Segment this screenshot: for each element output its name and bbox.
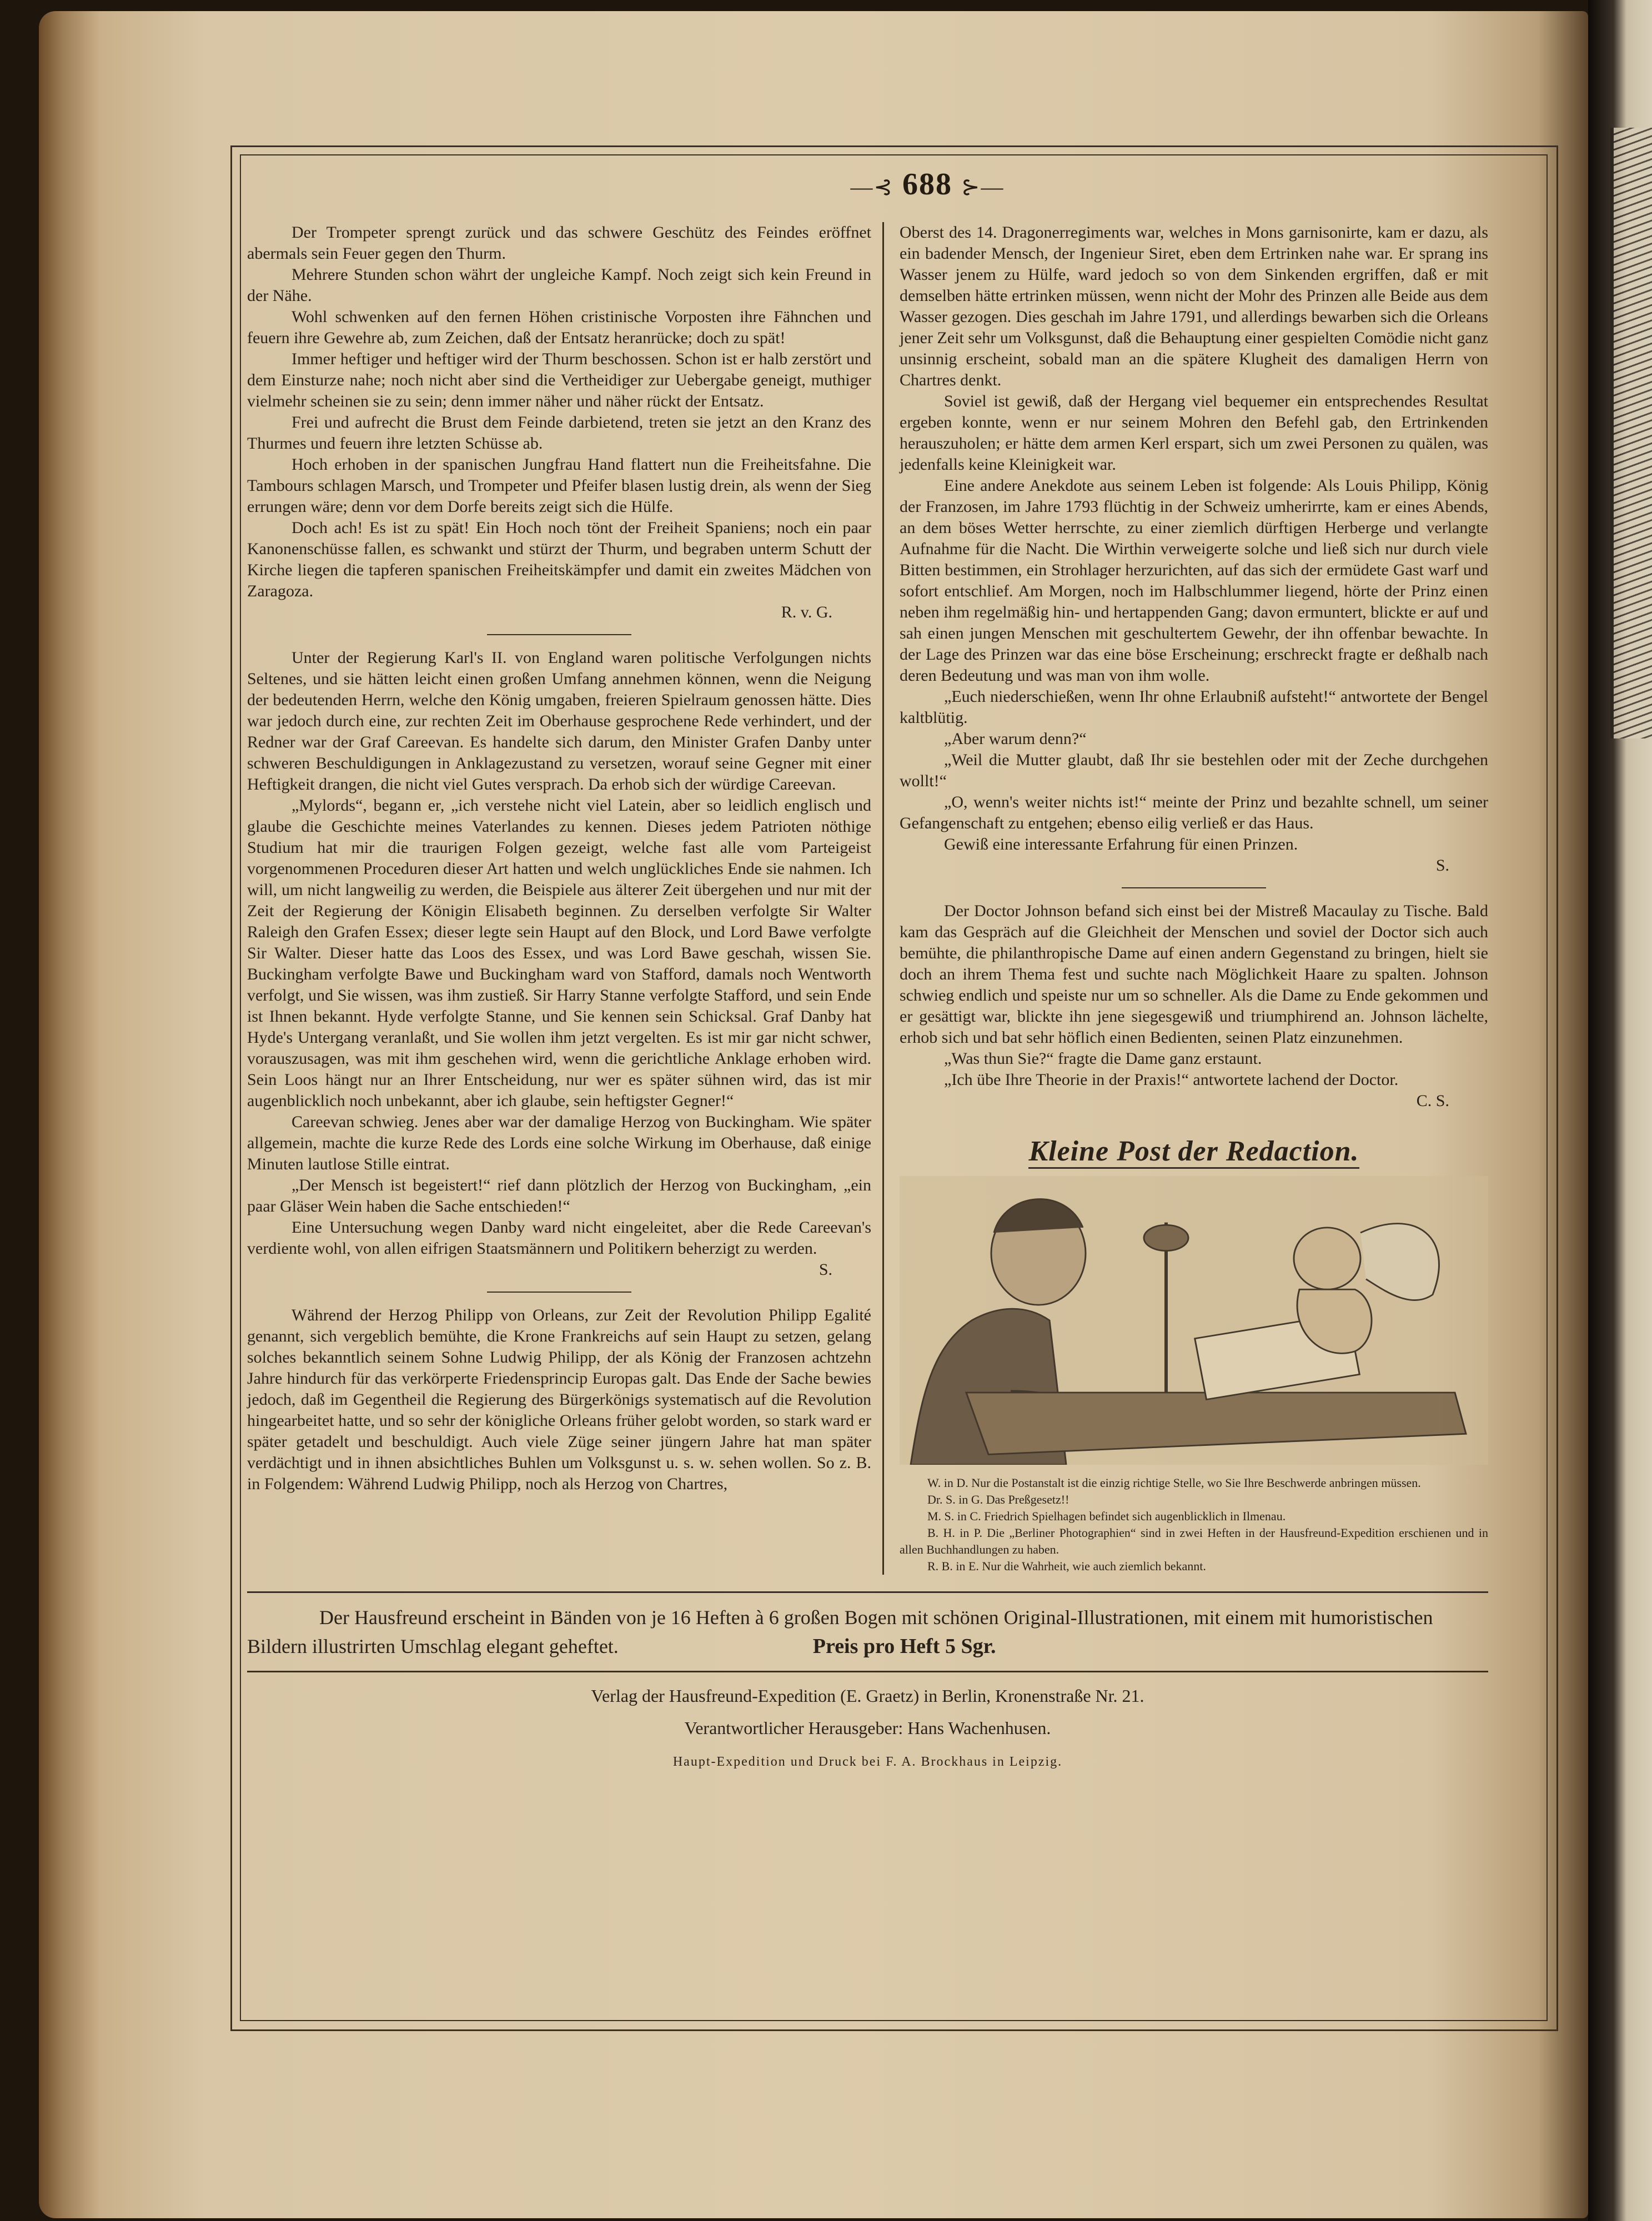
page-content [247,222,1488,1771]
subscription-notice [247,1603,1488,1661]
paragraph: Immer heftiger und heftiger wird der Thurm beschossen. Schon ist er halb zerstört und dem Einsturze nahe; noch nicht aber sind die Vertheidiger zur Uebergabe geneigt, muthiger vielmehr scheinen sie zu sein; denn immer näher und näher rückt der Entsatz. [247,350,871,410]
section-heading [900,1134,1488,1169]
kleine-post-title: Kleine Post der Redaction. [1028,1135,1359,1169]
page-number: 688 [902,167,952,202]
editor-line: Verantwortlicher Herausgeber: Hans Wachenhusen. [684,1718,1051,1738]
footer-rule-bottom [247,1671,1488,1672]
paragraph: „Euch niederschießen, wenn Ihr ohne Erlaubniß aufsteht!“ antwortete der Bengel kaltblütig. [900,687,1488,727]
paragraph: Soviel ist gewiß, daß der Hergang viel bequemer ein entsprechendes Resultat ergeben konnte, wenn er nur seinem Mohren den Befehl gab, den Ertrinkenden herauszuholen; er hätte dem armen Kerl erspart, sich um zwei Personen zu quälen, was jedenfalls keine Kleinigkeit war. [900,392,1488,474]
paragraph: Mehrere Stunden schon währt der ungleiche Kampf. Noch zeigt sich kein Freund in der Nähe. [247,265,871,305]
price-text: Preis pro Heft 5 Sgr. [812,1635,996,1658]
paragraph: „Weil die Mutter glaubt, daß Ihr sie bestehlen oder mit der Zeche durchgehen wollt!“ [900,751,1488,790]
page-number-header [761,167,1094,202]
paragraph: Der Trompeter sprengt zurück und das schwere Geschütz des Feindes eröffnet abermals sein Feuer gegen den Thurm. [247,223,871,263]
article-orleans [247,1305,871,1495]
article-johnson [900,901,1488,1112]
paragraph: „O, wenn's weiter nichts ist!“ meinte der Prinz und bezahlte schnell, um seiner Gefangenschaft zu entgehen; ebenso eilig verließ er das Haus. [900,793,1488,832]
paragraph: Doch ach! Es ist zu spät! Ein Hoch noch tönt der Freiheit Spaniens; noch ein paar Kanonenschüsse fallen, es schwankt und stürzt der Thurm, und begraben unterm Schutt der Kirche liegen die tapferen spanischen Freiheitskämpfer und damit ein zweites Mädchen von Zaragoza. [247,519,871,600]
footer-rule-top [247,1591,1488,1593]
cherub-head [1294,1228,1360,1289]
article-zaragoza [247,222,871,623]
reader-replies [900,1475,1488,1575]
author-signature: S. [819,1260,832,1279]
left-column [247,222,882,1495]
article-careevan [247,647,871,1280]
ornament-left-icon: —⊰ [850,174,893,199]
paragraph: „Mylords“, begann er, „ich verstehe nicht viel Latein, aber so leidlich englisch und glaube die Geschichte meines Vaterlandes zu kennen. Dieses jedem Patrioten nöthige Studium hat mir die traurigen Folgen gezeigt, welche fast alle vom Parteigeist vorgenommenen Proceduren dieser Art hatten und welch unglückliches Ende sie nahmen. Ich will, um nicht langweilig zu werden, die Beispiele aus älterer Zeit übergehen und nur mit der Zeit der Regierung der Königin Elisabeth beginnen. Zu derselben verfolgte Sir Walter Raleigh den Grafen Essex; dieser legte sein Haupt auf den Block, und Lord Bawe verfolgte Sir Walter. Dieser hatte das Loos des Essex, und was Lord Bawe geschah, wissen Sie. Buckingham verfolgte Bawe und Buckingham ward von Stafford, damals noch Wentworth verfolgt, und Sie wissen, was ihm zustieß. Sir Harry Stanne verfolgte Stafford, und sein Ende ist Ihnen bekannt. Hyde verfolgte Stanne, und Sie kennen sein Schicksal. Graf Danby hat Hyde's Untergang veranlaßt, und Sie wollen ihm jetzt vergelten. Es ist mir gar nicht schwer, vorauszusagen, was mit ihm geschehen wird, wenn die gerichtliche Anklage erhoben wird. Sein Loos hängt nur an Ihrer Entscheidung, nur wer es später sühnen wird, das ist mir augenblicklich noch unbekannt, aber ich glaube, sein heftigster Gegner!“ [247,796,871,1110]
lamp-icon [1144,1225,1188,1250]
reply-item: Dr. S. in G. Das Preßgesetz!! [927,1493,1069,1506]
paragraph: Eine andere Anekdote aus seinem Leben ist folgende: Als Louis Philipp, König der Franzosen, im Jahre 1793 flüchtig in der Schweiz umherirrte, kam er eines Abends, an dem böses Wetter herrschte, zu einer ziemlich dürftigen Herberge und verlangte Aufnahme für die Nacht. Die Wirthin verweigerte solche und ließ sich nur durch viele Bitten bestimmen, ein Strohlager herzurichten, auf das sich der ermüdete Gast warf und sofort entschlief. Am Morgen, noch im Halbschlummer liegend, hörte der Prinz einen neben ihm regelmäßig hin- und hertappenden Gang; davon ermuntert, blickte er auf und sah einen jungen Menschen mit geschultertem Gewehr, der ihn offenbar bewachte. In der Lage des Prinzen war das eine böse Erscheinung; erschreckt fragte er deßhalb nach deren Bedeutung und was man von ihm wolle. [900,476,1488,685]
subscription-text: Der Hausfreund erscheint in Bänden von je 16 Heften à 6 großen Bogen mit schönen Original-Illustrationen, mit einem mit humoristischen Bildern illustrirten Umschlag elegant geheftet. [247,1606,1433,1657]
paragraph: Hoch erhoben in der spanischen Jungfrau Hand flattert nun die Freiheitsfahne. Die Tambours schlagen Marsch, und Trompeter und Pfeifer blasen lustig drein, als wenn der Sieg errungen wäre; denn vor dem Dorfe bereits zeigt sich die Hülfe. [247,455,871,516]
next-page-ornament [1610,128,1652,738]
reply-item: M. S. in C. Friedrich Spielhagen befindet sich augenblicklich in Ilmenau. [927,1509,1286,1523]
reply-item: W. in D. Nur die Postanstalt ist die einzig richtige Stelle, wo Sie Ihre Beschwerde anbringen müssen. [927,1476,1421,1490]
engraving-illustration [900,1176,1488,1465]
paragraph: Gewiß eine interessante Erfahrung für einen Prinzen. [944,835,1298,853]
right-column [882,222,1488,1575]
printer-line: Haupt-Expedition und Druck bei F. A. Brockhaus in Leipzig. [672,1755,1063,1769]
paragraph: Während der Herzog Philipp von Orleans, zur Zeit der Revolution Philipp Egalité genannt, sich vergeblich bemühte, die Krone Frankreichs auf sein Haupt zu setzen, gelang solches bekanntlich seinem Sohne Ludwig Philipp, der als König der Franzosen achtzehn Jahre hindurch für das verkörperte Friedensprincip Europas galt. Das Ende der Sache bewies jedoch, daß im Gegentheil die Regierung des Bürgerkönigs systematisch auf die Revolution hingearbeitet hatte, und so sehr der königliche Orleans früher gelobt worden, so stark ward er später getadelt und beschuldigt. Auch viele Züge seiner jüngern Jahre hat man später verdächtigt und in ihnen absichtliches Buhlen um Volksgunst u. s. w. sehen wollen. So z. B. in Folgendem: Während Ludwig Philipp, noch als Herzog von Chartres, [247,1306,871,1493]
two-column-body [247,222,1488,1575]
paragraph: „Was thun Sie?“ fragte die Dame ganz erstaunt. [944,1049,1262,1068]
paragraph: Frei und aufrecht die Brust dem Feinde darbietend, treten sie jetzt an den Kranz des Thurmes und feuern ihre letzten Schüsse ab. [247,413,871,453]
paragraph: Wohl schwenken auf den fernen Höhen cristinische Vorposten ihre Fähnchen und feuern ihre Gewehre ab, zum Zeichen, daß der Entsatz heranrücke; doch zu spät! [247,308,871,347]
author-signature: R. v. G. [781,603,832,621]
article-separator [487,634,631,635]
paragraph: „Der Mensch ist begeistert!“ rief dann plötzlich der Herzog von Buckingham, „ein paar Gläser Wein haben die Sache entschieden!“ [247,1176,871,1215]
publisher-line: Verlag der Hausfreund-Expedition (E. Graetz) in Berlin, Kronenstraße Nr. 21. [591,1686,1144,1706]
article-orleans-continued [900,222,1488,876]
author-signature: S. [1435,856,1449,875]
reply-item: B. H. in P. Die „Berliner Photographien“ sind in zwei Heften in der Hausfreund-Expedition erschienen und in allen Buchhandlungen zu haben. [900,1526,1488,1556]
paragraph: Der Doctor Johnson befand sich einst bei der Mistreß Macaulay zu Tische. Bald kam das Gespräch auf die Gleichheit der Menschen und soviel der Doctor sich auch bemühte, die philanthropische Dame auf einen andern Gegenstand zu bringen, hielt sie doch an ihrem Thema fest und suchte nach Möglichkeit Haare zu spalten. Johnson schwieg endlich und speiste nur um so schneller. Als die Dame zu Ende gekommen und er gesättigt war, blickte ihn jene siegesgewiß und triumphirend an. Johnson lächelte, erhob sich und bat sehr höflich einen Bedienten, seinen Platz einzunehmen. [900,902,1488,1047]
article-separator [1122,887,1266,888]
paragraph: Careevan schwieg. Jenes aber war der damalige Herzog von Buckingham. Wie später allgemein, machte die kurze Rede des Lords eine solche Wirkung im Oberhause, daß einige Minuten lautlose Stille eintrat. [247,1113,871,1173]
paragraph: „Aber warum denn?“ [944,730,1087,748]
paragraph: Eine Untersuchung wegen Danby ward nicht eingeleitet, aber die Rede Careevan's verdiente wohl, von allen eifrigen Staatsmännern und Politikern beherzigt zu werden. [247,1218,871,1258]
paragraph: Unter der Regierung Karl's II. von England waren politische Verfolgungen nichts Seltenes, und sie hätten leicht einen großen Umfang annehmen können, wenn die Neigung der bedeutenden Herrn, welche den König umgaben, freieren Spielraum genossen hätte. Dies war jedoch durch eine, zur rechten Zeit im Oberhause gesprochene Rede verhindert, und der Redner war der Graf Careevan. Es handelte sich darum, den Minister Grafen Danby unter schweren Beschuldigungen in Anklagezustand zu versetzen, worauf seine Gegner mit einer Heftigkeit drangen, die nicht viel Gutes versprach. Da erhob sich der würdige Careevan. [247,649,871,793]
page-footer [247,1591,1488,1771]
ornament-right-icon: ⊱— [961,174,1005,199]
paragraph: Oberst des 14. Dragonerregiments war, welches in Mons garnisonirte, kam er dazu, als ein badender Mensch, der Ingenieur Siret, eben dem Ertrinken nahe war. Er sprang ins Wasser jenem zu Hülfe, ward jedoch so von dem Sinkenden ergriffen, daß er mit demselben hätte ertrinken müssen, wenn nicht der Mohr des Prinzen alle Beide aus dem Wasser gezogen. Dies geschah im Jahre 1791, und allerdings bewarben sich die Orleans jener Zeit sehr um Volksgunst, daß die Behauptung einer gespielten Comödie nicht ganz unsinnig erscheint, sobald man an die spätere Klugheit des damaligen Herrn von Chartres denkt. [900,223,1488,389]
reply-item: R. B. in E. Nur die Wahrheit, wie auch ziemlich bekannt. [927,1559,1206,1573]
article-separator [487,1292,631,1293]
author-signature: C. S. [1416,1092,1449,1110]
paragraph: „Ich übe Ihre Theorie in der Praxis!“ antwortete lachend der Doctor. [944,1071,1399,1089]
